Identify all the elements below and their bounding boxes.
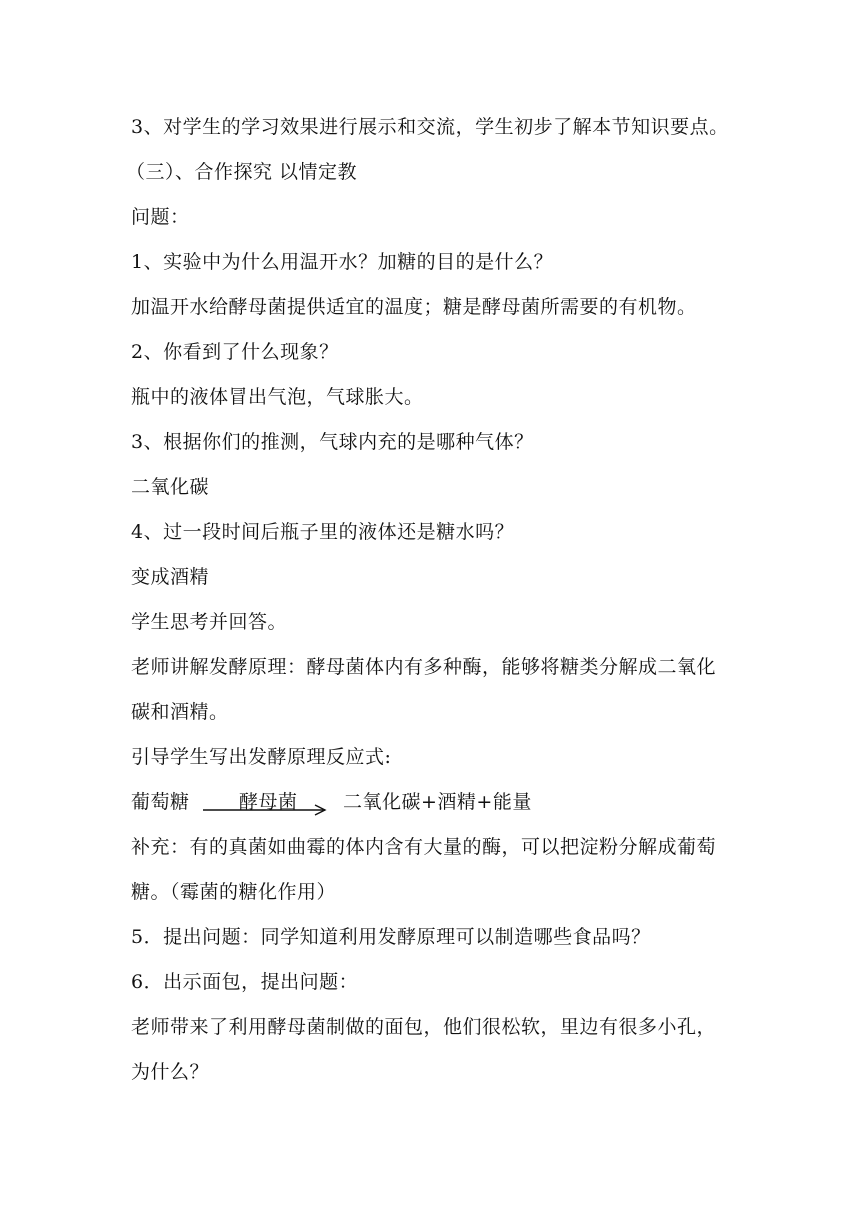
- text-line: 为什么？: [131, 1061, 210, 1083]
- answer-4: 变成酒精: [131, 566, 210, 588]
- question-4: 4、过一段时间后瓶子里的液体还是糖水吗？: [131, 521, 515, 543]
- reaction-equation: [131, 790, 731, 830]
- question-5: 5．提出问题：同学知道利用发酵原理可以制造哪些食品吗？: [131, 926, 651, 948]
- question-3: 3、根据你们的推测，气球内充的是哪种气体？: [131, 431, 534, 453]
- answer-1: 加温开水给酵母菌提供适宜的温度；糖是酵母菌所需要的有机物。: [131, 296, 697, 318]
- text-line: 老师带来了利用酵母菌制做的面包，他们很松软，里边有很多小孔，: [131, 1016, 717, 1038]
- question-2: 2、你看到了什么现象？: [131, 341, 339, 363]
- reactant: 葡萄糖: [131, 791, 190, 813]
- section-heading: （三）、合作探究 以情定教: [126, 161, 358, 183]
- question-6: 6．出示面包，提出问题：: [131, 971, 359, 993]
- catalyst-label: 酵母菌: [239, 791, 298, 813]
- text-line: 碳和酒精。: [131, 701, 229, 723]
- text-line: 学生思考并回答。: [131, 611, 288, 633]
- text-line: 糖。（霉菌的糖化作用）: [131, 881, 337, 903]
- text-line: 补充：有的真菌如曲霉的体内含有大量的酶，可以把淀粉分解成葡萄: [131, 836, 717, 858]
- question-1: 1、实验中为什么用温开水？加糖的目的是什么？: [131, 251, 554, 273]
- products: 二氧化碳+酒精+能量: [343, 791, 532, 813]
- answer-3: 二氧化碳: [131, 476, 210, 498]
- answer-2: 瓶中的液体冒出气泡，气球胀大。: [131, 386, 424, 408]
- text-line: 问题：: [131, 206, 190, 228]
- text-line: 老师讲解发酵原理：酵母菌体内有多种酶，能够将糖类分解成二氧化: [131, 656, 717, 678]
- text-line: 引导学生写出发酵原理反应式:: [131, 746, 392, 768]
- text-line: 3、对学生的学习效果进行展示和交流，学生初步了解本节知识要点。: [131, 116, 729, 138]
